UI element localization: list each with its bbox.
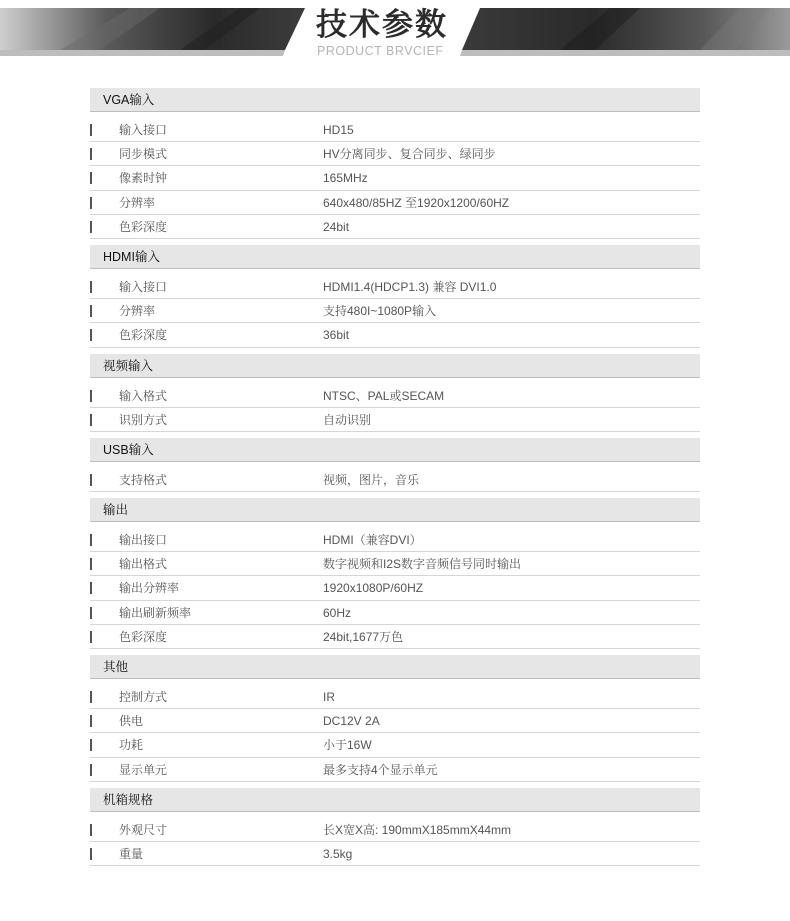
spec-row xyxy=(90,323,700,347)
spec-value: IR xyxy=(323,690,335,704)
spec-label: 分辨率 xyxy=(119,304,156,319)
spec-row xyxy=(90,625,700,649)
page-title: 技术参数 xyxy=(316,7,448,42)
section-title: VGA输入 xyxy=(90,88,700,112)
spec-label: 输入接口 xyxy=(119,279,168,294)
row-marker-icon xyxy=(90,534,92,546)
row-marker-icon xyxy=(90,414,92,426)
section-title: 其他 xyxy=(90,655,700,679)
row-marker-icon xyxy=(90,197,92,209)
row-marker-icon xyxy=(90,329,92,341)
row-marker-icon xyxy=(90,848,92,860)
spec-section xyxy=(90,438,700,492)
spec-section xyxy=(90,354,700,432)
spec-value: 长X宽X高: 190mmX185mmX44mm xyxy=(323,822,512,837)
spec-section xyxy=(90,788,700,866)
spec-value: 24bit,1677万色 xyxy=(323,629,404,644)
spec-value: 数字视频和I2S数字音频信号同时输出 xyxy=(323,557,522,572)
spec-label: 供电 xyxy=(119,714,144,729)
spec-row xyxy=(90,601,700,625)
spec-value: 小于16W xyxy=(323,738,372,753)
row-marker-icon xyxy=(90,691,92,703)
spec-label: 外观尺寸 xyxy=(119,822,168,837)
spec-value: DC12V 2A xyxy=(323,714,380,729)
spec-value: HD15 xyxy=(323,123,354,137)
spec-value: 640x480/85HZ 至1920x1200/60HZ xyxy=(323,195,510,210)
spec-label: 色彩深度 xyxy=(119,328,168,343)
spec-label: 输入格式 xyxy=(119,388,168,403)
row-marker-icon xyxy=(90,582,92,594)
spec-label: 输出分辨率 xyxy=(119,581,180,596)
section-title: USB输入 xyxy=(90,438,700,462)
spec-label: 像素时钟 xyxy=(119,171,168,186)
spec-label: 识别方式 xyxy=(119,412,168,427)
section-title: 视频输入 xyxy=(90,354,700,378)
spec-value: 视频，图片，音乐 xyxy=(323,472,420,487)
row-marker-icon xyxy=(90,739,92,751)
spec-value: HV分离同步、复合同步、绿同步 xyxy=(323,147,496,162)
row-marker-icon xyxy=(90,172,92,184)
section-title: HDMI输入 xyxy=(90,245,700,269)
spec-row xyxy=(90,299,700,323)
spec-row xyxy=(90,468,700,492)
row-marker-icon xyxy=(90,281,92,293)
spec-row xyxy=(90,166,700,190)
spec-row xyxy=(90,733,700,757)
row-marker-icon xyxy=(90,764,92,776)
spec-section xyxy=(90,498,700,649)
header-banner xyxy=(0,0,790,60)
spec-value: 36bit xyxy=(323,328,350,343)
row-marker-icon xyxy=(90,124,92,136)
spec-value: 3.5kg xyxy=(323,846,353,861)
row-marker-icon xyxy=(90,148,92,160)
spec-row xyxy=(90,275,700,299)
spec-table xyxy=(90,88,700,872)
spec-row xyxy=(90,142,700,166)
spec-row xyxy=(90,758,700,782)
row-marker-icon xyxy=(90,305,92,317)
spec-label: 显示单元 xyxy=(119,762,168,777)
spec-row xyxy=(90,818,700,842)
row-marker-icon xyxy=(90,824,92,836)
spec-row xyxy=(90,576,700,600)
row-marker-icon xyxy=(90,715,92,727)
spec-row xyxy=(90,528,700,552)
spec-row xyxy=(90,384,700,408)
spec-value: 60Hz xyxy=(323,605,352,620)
spec-label: 输出刷新频率 xyxy=(119,605,192,620)
spec-row xyxy=(90,842,700,866)
spec-row xyxy=(90,118,700,142)
spec-row xyxy=(90,215,700,239)
row-marker-icon xyxy=(90,631,92,643)
spec-value: 24bit xyxy=(323,219,350,234)
spec-row xyxy=(90,709,700,733)
row-marker-icon xyxy=(90,390,92,402)
spec-value: 165MHz xyxy=(323,171,368,186)
spec-label: 同步模式 xyxy=(119,147,168,162)
spec-label: 输出格式 xyxy=(119,557,168,572)
spec-row xyxy=(90,552,700,576)
spec-section xyxy=(90,88,700,239)
row-marker-icon xyxy=(90,474,92,486)
spec-value: 1920x1080P/60HZ xyxy=(323,581,424,596)
spec-value: 最多支持4个显示单元 xyxy=(323,762,438,777)
row-marker-icon xyxy=(90,558,92,570)
spec-value: NTSC、PAL或SECAM xyxy=(323,388,445,403)
spec-value: HDMI1.4(HDCP1.3) 兼容 DVI1.0 xyxy=(323,279,497,294)
spec-label: 色彩深度 xyxy=(119,629,168,644)
spec-row xyxy=(90,408,700,432)
page-subtitle: PRODUCT BRVCIEF xyxy=(317,44,444,58)
spec-label: 控制方式 xyxy=(119,690,168,704)
spec-label: 分辨率 xyxy=(119,195,156,210)
spec-label: 重量 xyxy=(119,846,144,861)
spec-value: HDMI（兼容DVI） xyxy=(323,533,422,548)
section-title: 机箱规格 xyxy=(90,788,700,812)
spec-value: 自动识别 xyxy=(323,412,372,427)
row-marker-icon xyxy=(90,607,92,619)
spec-label: 支持格式 xyxy=(119,472,168,487)
spec-row xyxy=(90,685,700,709)
spec-value: 支持480I~1080P输入 xyxy=(323,304,437,319)
spec-label: 功耗 xyxy=(119,738,144,753)
section-title: 输出 xyxy=(90,498,700,522)
spec-section xyxy=(90,655,700,782)
spec-section xyxy=(90,245,700,348)
row-marker-icon xyxy=(90,221,92,233)
spec-row xyxy=(90,191,700,215)
spec-label: 输出接口 xyxy=(119,533,168,548)
spec-label: 输入接口 xyxy=(119,123,168,137)
spec-label: 色彩深度 xyxy=(119,219,168,234)
